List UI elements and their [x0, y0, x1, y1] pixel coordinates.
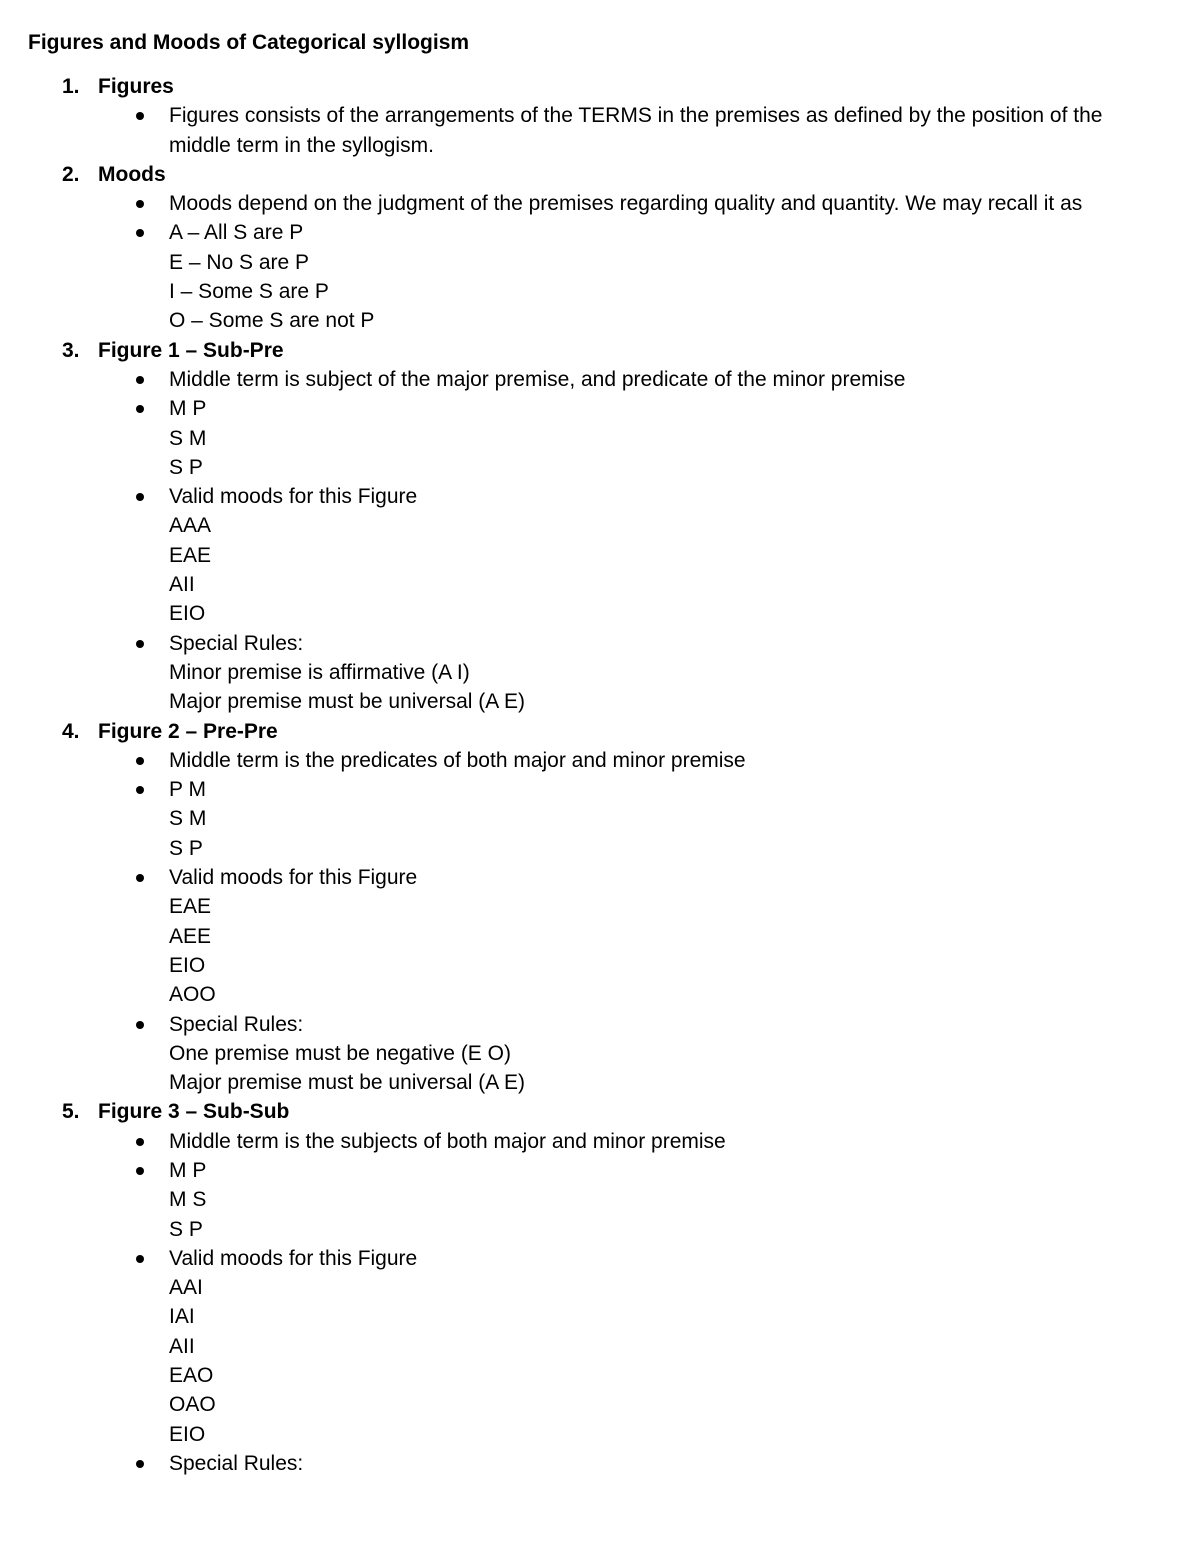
- bullet-text-line: Middle term is the subjects of both major and minor premise: [169, 1129, 726, 1153]
- bullet-text-line: Figures consists of the arrangements of the TERMS in the premises as defined by the position of the middle term in the syllogism.: [169, 104, 1103, 157]
- bullet-text-line: Minor premise is affirmative (A I): [169, 660, 470, 684]
- bullet-item: [0, 365, 1180, 394]
- bullet-text-line: S P: [169, 836, 203, 860]
- section-heading: [0, 336, 1180, 365]
- bullet-text-line: Middle term is subject of the major premise, and predicate of the minor premise: [169, 367, 906, 391]
- bullet-text-line: Valid moods for this Figure: [169, 485, 418, 509]
- bullet-dot-icon: [136, 1138, 144, 1146]
- bullet-text-line: EIO: [169, 602, 206, 626]
- bullet-text-line: E – No S are P: [169, 250, 310, 274]
- section-number: 5.: [62, 1100, 80, 1124]
- bullet-item: [0, 1156, 1180, 1244]
- bullet-dot-icon: [136, 200, 144, 208]
- bullet-dot-icon: [136, 1021, 144, 1029]
- bullet-dot-icon: [136, 874, 144, 882]
- bullet-dot-icon: [136, 1255, 144, 1263]
- section-item: [0, 336, 1180, 717]
- bullet-text-line: EAE: [169, 543, 212, 567]
- bullet-item: [0, 482, 1180, 628]
- bullet-text-line: I – Some S are P: [169, 280, 329, 304]
- section-item: [0, 160, 1180, 336]
- bullet-dot-icon: [136, 229, 144, 237]
- section-number: 4.: [62, 719, 80, 743]
- bullet-text-line: S M: [169, 426, 207, 450]
- bullet-item: [0, 189, 1180, 218]
- section-title: Figure 1 – Sub-Pre: [98, 338, 284, 362]
- section-number: 3.: [62, 338, 80, 362]
- section-heading: [0, 717, 1180, 746]
- bullet-item: [0, 746, 1180, 775]
- section-number: 2.: [62, 162, 80, 186]
- bullet-text-line: AAI: [169, 1276, 203, 1300]
- bullet-item: [0, 1449, 1180, 1478]
- bullet-text-line: AII: [169, 573, 195, 597]
- bullet-dot-icon: [136, 640, 144, 648]
- bullet-item: [0, 394, 1180, 482]
- bullet-text-line: AEE: [169, 924, 212, 948]
- section-title: Figures: [98, 75, 174, 98]
- section-item: [0, 717, 1180, 1098]
- bullet-item: [0, 863, 1180, 1009]
- bullet-text-line: EAE: [169, 895, 212, 919]
- section-heading: [0, 1097, 1180, 1126]
- section-heading: [0, 160, 1180, 189]
- bullet-text-line: Moods depend on the judgment of the premises regarding quality and quantity. We may recall it as: [169, 192, 1083, 216]
- bullet-text-line: Special Rules:: [169, 1012, 304, 1036]
- bullet-dot-icon: [136, 757, 144, 765]
- bullet-dot-icon: [136, 1167, 144, 1175]
- bullet-text-line: Major premise must be universal (A E): [169, 1071, 525, 1095]
- bullet-text-line: A – All S are P: [169, 221, 304, 245]
- bullet-text-line: P M: [169, 778, 206, 802]
- section-list: [0, 72, 1180, 1478]
- bullet-text-line: EAO: [169, 1364, 214, 1388]
- bullet-item: [0, 1244, 1180, 1449]
- bullet-item: [0, 1127, 1180, 1156]
- bullet-dot-icon: [136, 493, 144, 501]
- bullet-text-line: One premise must be negative (E O): [169, 1041, 511, 1065]
- bullet-dot-icon: [136, 376, 144, 384]
- bullet-list: [0, 365, 1180, 717]
- bullet-text-line: M S: [169, 1188, 207, 1212]
- bullet-text-line: Special Rules:: [169, 1451, 304, 1475]
- bullet-list: [0, 189, 1180, 335]
- bullet-text-line: S M: [169, 807, 207, 831]
- bullet-text-line: M P: [169, 1158, 207, 1182]
- bullet-text-line: AAA: [169, 514, 212, 538]
- bullet-dot-icon: [136, 1460, 144, 1468]
- bullet-text-line: OAO: [169, 1393, 216, 1417]
- bullet-text-line: Valid moods for this Figure: [169, 1246, 418, 1270]
- bullet-text-line: Special Rules:: [169, 631, 304, 655]
- bullet-dot-icon: [136, 786, 144, 794]
- bullet-text-line: S P: [169, 455, 203, 479]
- bullet-item: [0, 1010, 1180, 1098]
- bullet-text-line: Major premise must be universal (A E): [169, 690, 525, 714]
- bullet-text-line: M P: [169, 397, 207, 421]
- bullet-text-line: S P: [169, 1217, 203, 1241]
- bullet-item: [0, 775, 1180, 863]
- bullet-item: [0, 629, 1180, 717]
- bullet-text-line: AII: [169, 1334, 195, 1358]
- document-title: Figures and Moods of Categorical syllogism: [28, 31, 470, 54]
- bullet-list: [0, 1127, 1180, 1479]
- section-title: Moods: [98, 162, 166, 186]
- bullet-text-line: IAI: [169, 1305, 195, 1329]
- bullet-text-line: EIO: [169, 953, 206, 977]
- bullet-dot-icon: [136, 112, 144, 120]
- section-title: Figure 2 – Pre-Pre: [98, 719, 278, 743]
- section-title: Figure 3 – Sub-Sub: [98, 1100, 290, 1124]
- section-number: 1.: [62, 75, 80, 98]
- section-item: [0, 1097, 1180, 1478]
- bullet-text-line: AOO: [169, 983, 216, 1007]
- bullet-text-line: EIO: [169, 1422, 206, 1446]
- bullet-text-line: Valid moods for this Figure: [169, 866, 418, 890]
- section-heading: [0, 72, 1180, 101]
- bullet-list: [0, 746, 1180, 1098]
- bullet-dot-icon: [136, 405, 144, 413]
- bullet-item: [0, 218, 1180, 335]
- bullet-text-line: O – Some S are not P: [169, 309, 375, 333]
- bullet-list: [0, 101, 1180, 160]
- bullet-item: [0, 101, 1180, 160]
- section-item: [0, 72, 1180, 160]
- bullet-text-line: Middle term is the predicates of both major and minor premise: [169, 748, 746, 772]
